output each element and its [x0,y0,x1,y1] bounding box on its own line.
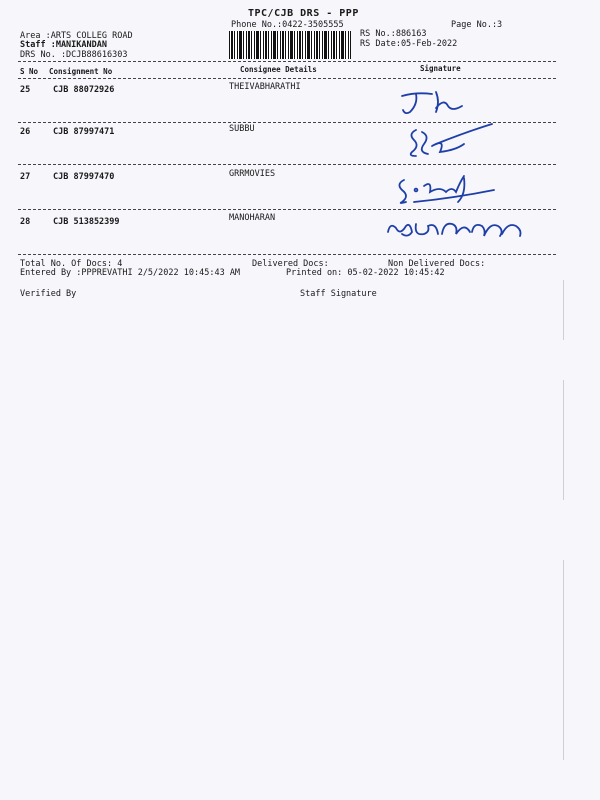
signature-image [406,122,496,160]
row-sno: 26 [20,127,31,137]
row-consignment: CJB 513852399 [53,217,120,227]
signature-image [394,168,504,208]
scan-edge-mark [563,560,564,760]
printed-on: Printed on: 05-02-2022 10:45:42 [286,268,445,278]
barcode [229,31,351,59]
rs-number: RS No.:886163 [360,29,427,39]
delivered-docs: Delivered Docs: [252,259,329,269]
scan-edge-mark [563,380,564,500]
row-sno: 25 [20,85,31,95]
column-header-consignee: Consignee Details [240,65,317,74]
row-consignment: CJB 88072926 [53,85,115,95]
row-consignee: GRRMOVIES [229,169,276,179]
row-consignee: SUBBU [229,124,255,134]
row-consignee: MANOHARAN [229,213,276,223]
entered-by: Entered By :PPPREVATHI 2/5/2022 10:45:43 AM [20,268,241,278]
divider [18,78,556,79]
divider [18,164,556,165]
total-docs: Total No. Of Docs: 4 [20,259,123,269]
row-consignee: THEIVABHARATHI [229,82,301,92]
row-consignment: CJB 87997470 [53,172,115,182]
scan-edge-mark [563,280,564,340]
non-delivered-docs: Non Delivered Docs: [388,259,486,269]
signature-image [396,88,476,118]
row-consignment: CJB 87997471 [53,127,115,137]
page-number: Page No.:3 [451,20,503,30]
divider [18,209,556,210]
row-sno: 28 [20,217,31,227]
column-header-signature: Signature [420,64,461,73]
row-sno: 27 [20,172,31,182]
verified-by-label: Verified By [20,289,77,299]
drs-number: DRS No. :DCJB88616303 [20,50,128,60]
divider [18,254,556,255]
phone-number: Phone No.:0422-3505555 [231,20,344,30]
document-title: TPC/CJB DRS - PPP [248,8,359,19]
area-label: Area :ARTS COLLEG ROAD [20,31,133,41]
divider [18,61,556,62]
staff-signature-label: Staff Signature [300,289,377,299]
rs-date: RS Date:05-Feb-2022 [360,39,458,49]
staff-label: Staff :MANIKANDAN [20,40,107,50]
column-header-sno: S No [20,67,39,76]
signature-image [384,214,528,246]
column-header-consignment: Consignment No [49,67,113,76]
